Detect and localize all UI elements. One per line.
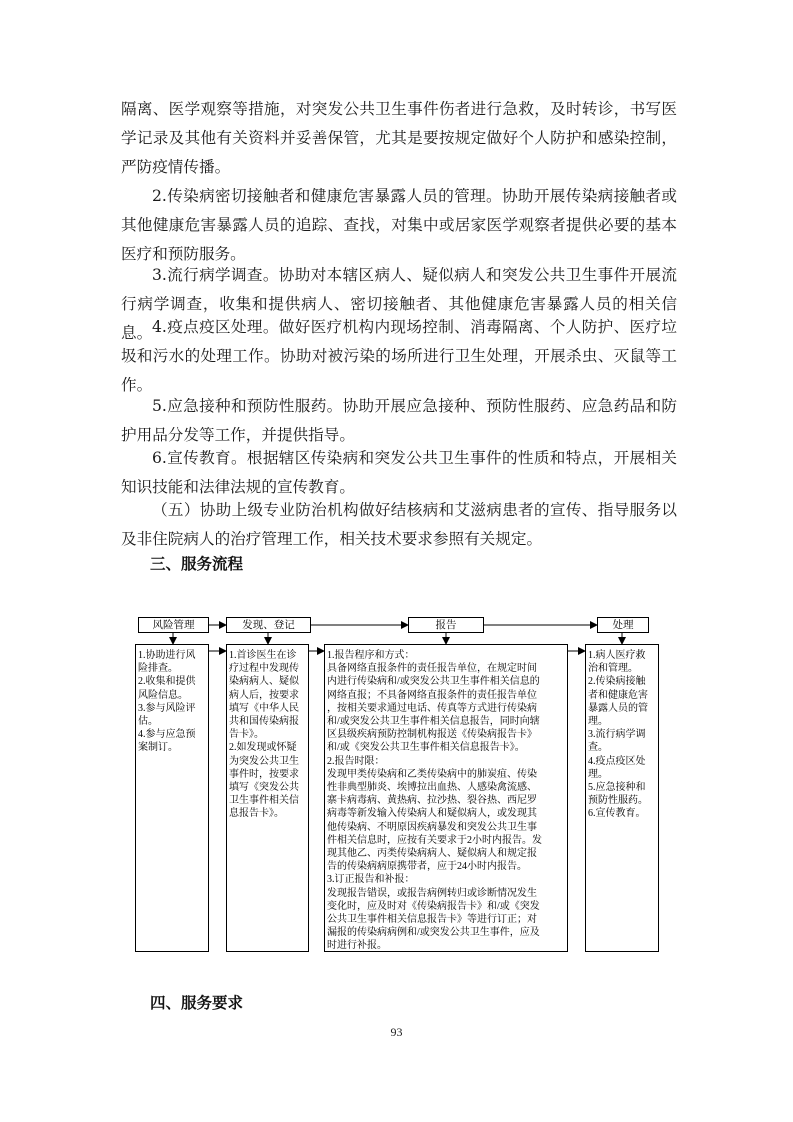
risk-line: 估。 bbox=[138, 716, 158, 728]
handling-line: 者和健康危害 bbox=[588, 689, 648, 701]
handling-line: 4.疫点疫区处 bbox=[588, 755, 646, 767]
report-line: 件相关信息时，应按有关要求于2小时内报告。发 bbox=[327, 834, 542, 846]
handling-line: 暴露人员的管 bbox=[588, 702, 648, 714]
report-line: 时进行补报。 bbox=[327, 940, 387, 952]
discovery-line: 填写《中华人民 bbox=[229, 702, 299, 714]
risk-line: 险排查。 bbox=[138, 663, 178, 675]
report-line: 病毒等新发输入传染病人和疑似病人，或发现其 bbox=[327, 808, 537, 820]
report-line: 网络直报；不具备网络直报条件的责任报告单位 bbox=[327, 689, 537, 701]
paragraph-item-five: （五）协助上级专业防治机构做好结核病和艾滋病患者的宣传、指导服务以及非住院病人的治疗管理工作，相关技术要求参照有关规定。 bbox=[121, 501, 677, 548]
paragraph-item-6: 6.宣传教育。根据辖区传染病和突发公共卫生事件的性质和特点，开展相关知识技能和法律法规的宣传教育。 bbox=[121, 449, 677, 496]
discovery-line: 共和国传染病报 bbox=[229, 716, 299, 728]
page-number: 93 bbox=[390, 1025, 403, 1039]
handling-line: 预防性服药。 bbox=[588, 795, 648, 807]
flow-header-risk: 风险管理 bbox=[138, 617, 209, 633]
handling-line: 1.病人医疗救 bbox=[588, 650, 646, 661]
discovery-line: 息报告卡》。 bbox=[229, 808, 284, 820]
risk-line: 2.收集和提供 bbox=[138, 676, 196, 688]
report-line: 3.订正报告和补报： bbox=[327, 874, 415, 886]
flow-content-report bbox=[324, 644, 568, 952]
flow-content-discovery bbox=[226, 644, 309, 952]
flow-header-discovery: 发现、登记 bbox=[226, 617, 311, 633]
risk-line: 1.协助进行风 bbox=[138, 650, 196, 661]
report-line: 和/或突发公共卫生事件相关信息报告，同时向辖 bbox=[327, 716, 540, 728]
report-line: 内进行传染病和/或突发公共卫生事件相关信息的 bbox=[327, 676, 540, 688]
paragraph-item-3: 3.流行病学调查。协助对本辖区病人、疑似病人和突发公共卫生事件开展流行病学调查，收集和提供病人、密切接触者、其他健康危害暴露人员的相关信息。 bbox=[121, 266, 677, 342]
discovery-line: 告卡》。 bbox=[229, 729, 264, 741]
report-line: 1.报告程序和方式： bbox=[327, 650, 415, 661]
report-line: 发现报告错误，或报告病例转归或诊断情况发生 bbox=[327, 887, 537, 899]
discovery-line: 为突发公共卫生 bbox=[229, 755, 299, 767]
discovery-line: 填写《突发公共 bbox=[229, 782, 299, 794]
handling-line: 查。 bbox=[588, 742, 608, 754]
handling-line: 治和管理。 bbox=[588, 663, 638, 675]
handling-line: 5.应急接种和 bbox=[588, 782, 646, 794]
paragraph-item-4: 4.疫点疫区处理。做好医疗机构内现场控制、消毒隔离、个人防护、医疗垃圾和污水的处理工作。协助对被污染的场所进行卫生处理，开展杀虫、灭鼠等工作。 bbox=[121, 318, 677, 394]
handling-line: 理。 bbox=[588, 716, 608, 728]
discovery-line: 染病病人、疑似 bbox=[229, 676, 299, 688]
flow-header-report: 报告 bbox=[408, 617, 484, 633]
report-line: 具备网络直报条件的责任报告单位，在规定时间 bbox=[327, 663, 537, 675]
report-line: 性非典型肺炎、埃博拉出血热、人感染禽流感、 bbox=[327, 782, 537, 794]
report-line: ，按相关要求通过电话、传真等方式进行传染病 bbox=[327, 702, 537, 714]
paragraph-continued: 隔离、医学观察等措施，对突发公共卫生事件伤者进行急救，及时转诊，书写医学记录及其他有关资料并妥善保管，尤其是要按规定做好个人防护和感染控制，严防疫情传播。 bbox=[121, 100, 677, 176]
heading-service-flow: 三、服务流程 bbox=[150, 555, 244, 573]
flow-content-risk bbox=[135, 644, 209, 952]
handling-line: 3.流行病学调 bbox=[588, 729, 646, 741]
flow-content-handling bbox=[585, 644, 659, 952]
paragraph-item-5: 5.应急接种和预防性服药。协助开展应急接种、预防性服药、应急药品和防护用品分发等工作，并提供指导。 bbox=[121, 397, 677, 444]
handling-line: 2.传染病接触 bbox=[588, 676, 646, 688]
risk-line: 案制订。 bbox=[138, 742, 178, 754]
report-line: 告的传染病病原携带者，应于24小时内报告。 bbox=[327, 861, 527, 873]
report-line: 他传染病、不明原因疾病暴发和突发公共卫生事 bbox=[327, 821, 537, 833]
report-line: 漏报的传染病病例和/或突发公共卫生事件，应及 bbox=[327, 927, 540, 939]
risk-line: 4.参与应急预 bbox=[138, 729, 196, 741]
heading-service-requirements: 四、服务要求 bbox=[150, 994, 244, 1012]
report-line: 公共卫生事件相关信息报告卡》等进行订正；对 bbox=[327, 914, 537, 926]
discovery-line: 2.如发现或怀疑 bbox=[229, 742, 297, 754]
handling-line: 6.宣传教育。 bbox=[588, 808, 646, 820]
paragraph-item-2: 2.传染病密切接触者和健康危害暴露人员的管理。协助开展传染病接触者或其他健康危害暴露人员的追踪、查找，对集中或居家医学观察者提供必要的基本医疗和预防服务。 bbox=[121, 187, 677, 263]
report-line: 现其他乙、丙类传染病病人、疑似病人和规定报 bbox=[327, 848, 537, 860]
discovery-line: 疗过程中发现传 bbox=[229, 663, 299, 675]
report-line: 区县级疾病预防控制机构报送《传染病报告卡》 bbox=[327, 729, 537, 741]
risk-line: 3.参与风险评 bbox=[138, 702, 196, 714]
report-line: 发现甲类传染病和乙类传染病中的肺炭疽、传染 bbox=[327, 768, 537, 780]
flow-header-handling: 处理 bbox=[597, 617, 649, 633]
handling-line: 理。 bbox=[588, 768, 608, 780]
report-line: 和/或《突发公共卫生事件相关信息报告卡》。 bbox=[327, 742, 525, 754]
report-line: 变化时，应及时对《传染病报告卡》和/或《突发 bbox=[327, 900, 540, 912]
report-line: 寨卡病毒病、黄热病、拉沙热、裂谷热、西尼罗 bbox=[327, 795, 537, 807]
discovery-line: 1.首诊医生在诊 bbox=[229, 650, 297, 661]
discovery-line: 事件时，按要求 bbox=[229, 768, 299, 780]
report-line: 2.报告时限： bbox=[327, 755, 385, 767]
risk-line: 风险信息。 bbox=[138, 689, 188, 701]
discovery-line: 病人后，按要求 bbox=[229, 689, 299, 701]
discovery-line: 卫生事件相关信 bbox=[229, 795, 299, 807]
